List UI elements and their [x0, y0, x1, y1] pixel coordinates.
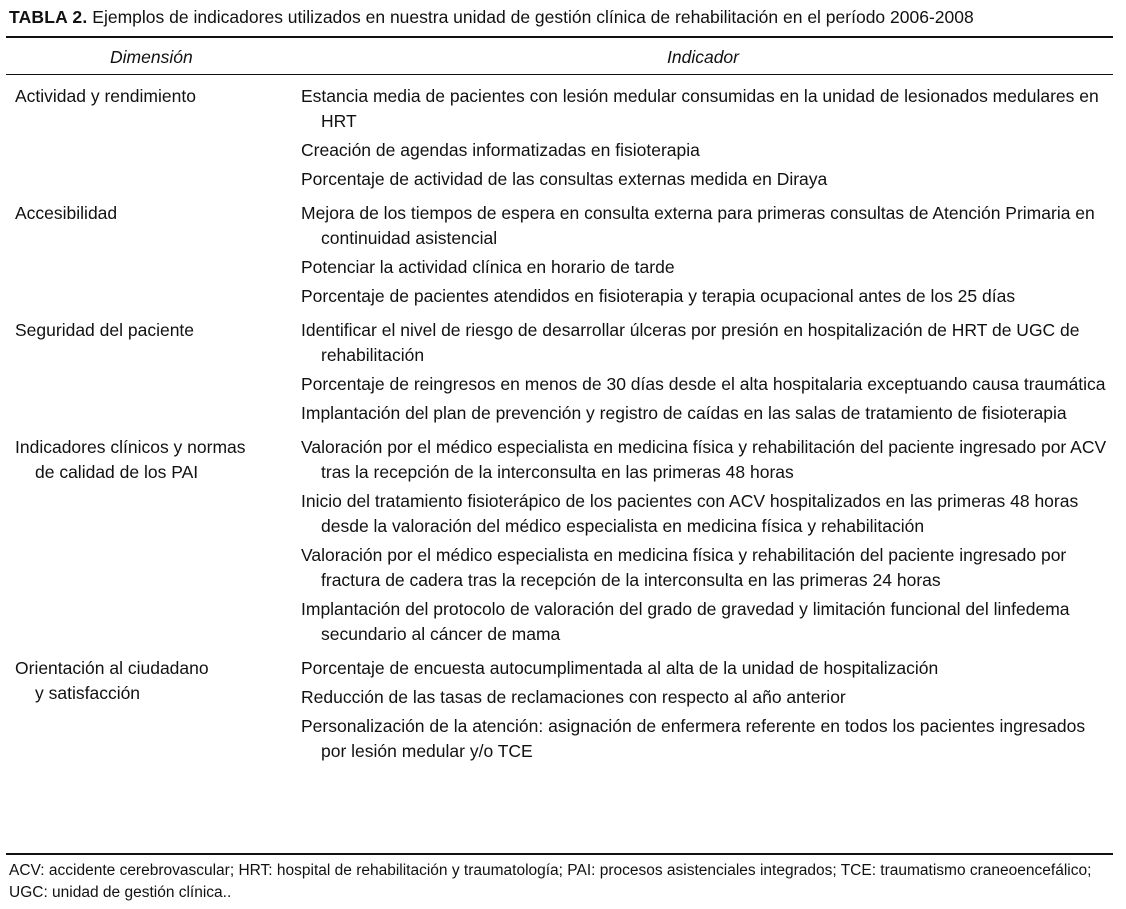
indicator-cell [301, 84, 1113, 192]
indicator-item: Estancia media de pacientes con lesión medular consumidas en la unidad de lesionados medulares en HRT [301, 86, 1099, 131]
table-row [0, 201, 1126, 309]
dimension-cell [15, 201, 285, 226]
table-title: Ejemplos de indicadores utilizados en nuestra unidad de gestión clínica de rehabilitación en el período 2006-2008 [92, 7, 974, 27]
table-row [0, 656, 1126, 764]
dimension-line: y satisfacción [35, 683, 141, 703]
table-footnote: ACV: accidente cerebrovascular; HRT: hospital de rehabilitación y traumatología; PAI: procesos asistenciales integrados; TCE: traumatismo craneoencefálico; UGC: unidad de gestión clínica.. [9, 862, 1092, 901]
table-row [0, 84, 1126, 192]
top-rule [6, 36, 1113, 38]
indicator-item: Identificar el nivel de riesgo de desarrollar úlceras por presión en hospitalización de HRT de UGC de rehabilitación [301, 320, 1080, 365]
indicator-item: Mejora de los tiempos de espera en consulta externa para primeras consultas de Atención Primaria en continuidad asistencial [301, 203, 1095, 248]
indicator-item: Implantación del protocolo de valoración del grado de gravedad y limitación funcional del linfedema secundario al cáncer de mama [301, 599, 1070, 644]
indicator-item: Porcentaje de actividad de las consultas externas medida en Diraya [301, 169, 828, 189]
header-rule [6, 74, 1113, 75]
table-row [0, 435, 1126, 647]
dimension-cell [15, 318, 285, 343]
dimension-cell [15, 84, 285, 109]
dimension-line: Accesibilidad [15, 203, 118, 223]
indicator-item: Implantación del plan de prevención y registro de caídas en las salas de tratamiento de fisioterapia [301, 403, 1067, 423]
indicator-item: Creación de agendas informatizadas en fisioterapia [301, 140, 700, 160]
table-row [0, 318, 1126, 426]
bottom-rule [6, 853, 1113, 855]
indicator-item: Inicio del tratamiento fisioterápico de los pacientes con ACV hospitalizados en las primeras 48 horas desde la valoración del médico especialista en medicina física y rehabilitación [301, 491, 1079, 536]
indicator-item: Personalización de la atención: asignación de enfermera referente en todos los pacientes ingresados por lesión medular y/o TCE [301, 716, 1086, 761]
dimension-line: Indicadores clínicos y normas [15, 437, 246, 457]
indicator-cell [301, 201, 1113, 309]
table-body [0, 84, 1126, 768]
indicator-item: Porcentaje de reingresos en menos de 30 días desde el alta hospitalaria exceptuando causa traumática [301, 374, 1106, 394]
column-header-dimension: Dimensión [110, 47, 193, 67]
table-label: TABLA 2. [9, 7, 88, 27]
indicator-item: Valoración por el médico especialista en medicina física y rehabilitación del paciente ingresado por fractura de cadera tras la recepción de la interconsulta en las primeras 24 horas [301, 545, 1067, 590]
indicator-cell [301, 435, 1113, 647]
indicator-item: Potenciar la actividad clínica en horario de tarde [301, 257, 675, 277]
dimension-line: Seguridad del paciente [15, 320, 195, 340]
indicator-cell [301, 656, 1113, 764]
dimension-cell [15, 656, 285, 706]
dimension-line: Actividad y rendimiento [15, 86, 196, 106]
indicator-item: Porcentaje de pacientes atendidos en fisioterapia y terapia ocupacional antes de los 25 días [301, 286, 1016, 306]
indicator-cell [301, 318, 1113, 426]
indicator-item: Porcentaje de encuesta autocumplimentada al alta de la unidad de hospitalización [301, 658, 939, 678]
dimension-line: Orientación al ciudadano [15, 658, 209, 678]
column-header-indicator: Indicador [667, 47, 739, 67]
dimension-line: de calidad de los PAI [35, 462, 199, 482]
indicator-item: Reducción de las tasas de reclamaciones con respecto al año anterior [301, 687, 846, 707]
dimension-cell [15, 435, 285, 485]
table-caption [9, 5, 1117, 29]
indicator-item: Valoración por el médico especialista en medicina física y rehabilitación del paciente ingresado por ACV tras la recepción de la interconsulta en las primeras 48 horas [301, 437, 1107, 482]
